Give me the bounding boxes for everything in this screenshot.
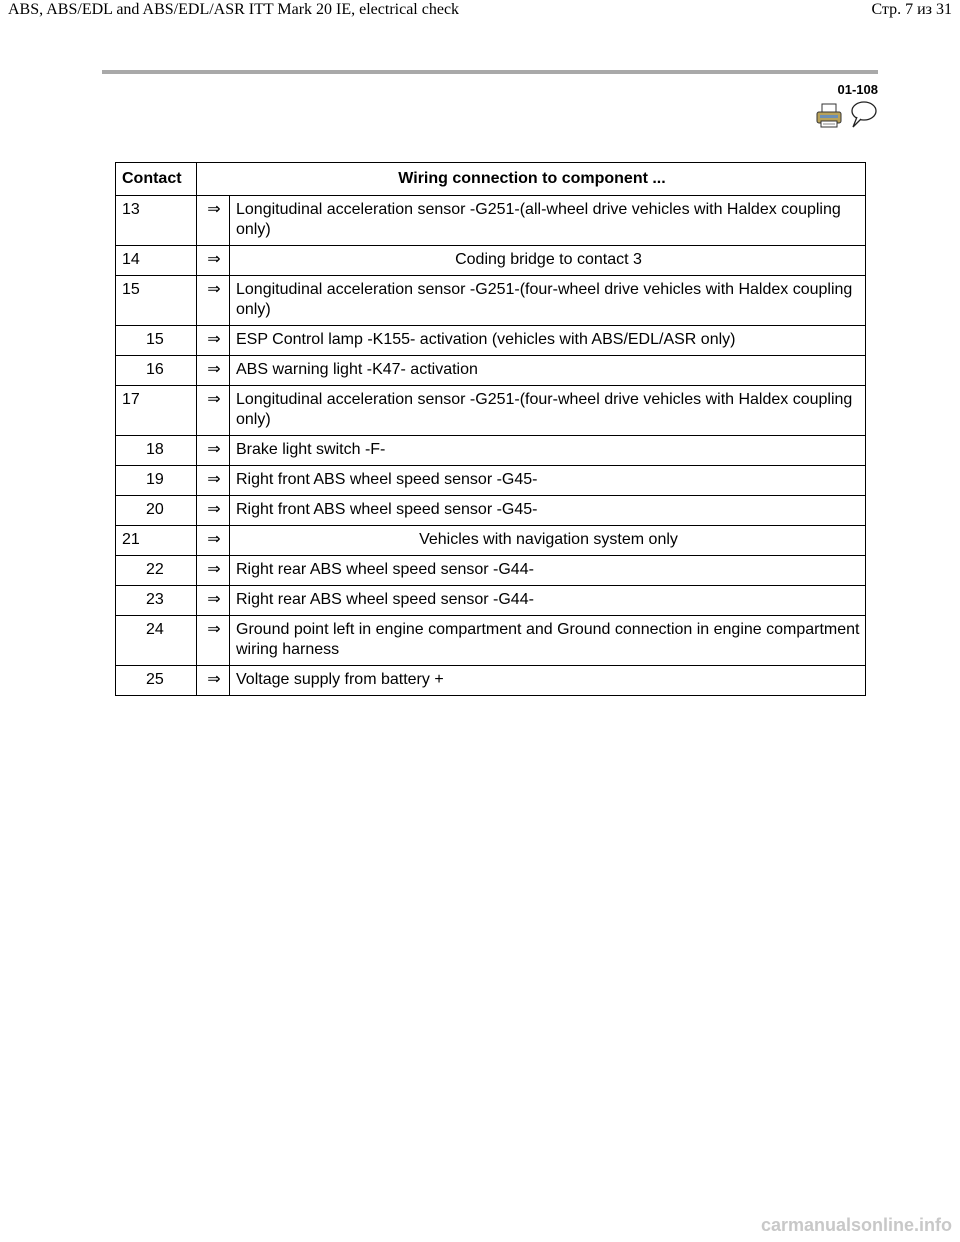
arrow-icon: ⇒ (197, 466, 230, 496)
contact-number: 15 (116, 326, 197, 356)
arrow-icon: ⇒ (197, 586, 230, 616)
component-description: Voltage supply from battery + (230, 666, 866, 696)
contact-number: 16 (116, 356, 197, 386)
component-description: ABS warning light -K47- activation (230, 356, 866, 386)
component-description: Longitudinal acceleration sensor -G251-(all-wheel drive vehicles with Haldex coupling only) (230, 196, 866, 246)
table-row (116, 466, 866, 496)
page-code: 01-108 (837, 82, 878, 97)
table-row (116, 616, 866, 666)
component-description: Right rear ABS wheel speed sensor -G44- (230, 586, 866, 616)
contact-number: 20 (116, 496, 197, 526)
page-indicator: Стр. 7 из 31 (871, 1, 952, 18)
arrow-icon: ⇒ (197, 616, 230, 666)
component-description: Longitudinal acceleration sensor -G251-(four-wheel drive vehicles with Haldex coupling only) (230, 276, 866, 326)
header-contact: Contact (116, 163, 197, 196)
component-description: ESP Control lamp -K155- activation (vehicles with ABS/EDL/ASR only) (230, 326, 866, 356)
table-row (116, 436, 866, 466)
arrow-icon: ⇒ (197, 246, 230, 276)
watermark: carmanualsonline.info (760, 1215, 952, 1235)
table-row (116, 246, 866, 276)
contact-number: 21 (116, 526, 197, 556)
arrow-icon: ⇒ (197, 436, 230, 466)
arrow-icon: ⇒ (197, 386, 230, 436)
document-title: ABS, ABS/EDL and ABS/EDL/ASR ITT Mark 20 IE, electrical check (8, 1, 460, 18)
component-description: Longitudinal acceleration sensor -G251-(four-wheel drive vehicles with Haldex coupling only) (230, 386, 866, 436)
header-wiring: Wiring connection to component ... (197, 163, 866, 196)
component-description: Coding bridge to contact 3 (230, 246, 866, 276)
contact-number: 18 (116, 436, 197, 466)
component-description: Right rear ABS wheel speed sensor -G44- (230, 556, 866, 586)
component-description: Vehicles with navigation system only (230, 526, 866, 556)
table-row (116, 666, 866, 696)
contact-number: 14 (116, 246, 197, 276)
arrow-icon: ⇒ (197, 526, 230, 556)
component-description: Ground point left in engine compartment and Ground connection in engine compartment wiring harness (230, 616, 866, 666)
arrow-icon: ⇒ (197, 666, 230, 696)
table-row (116, 326, 866, 356)
contact-number: 19 (116, 466, 197, 496)
arrow-icon: ⇒ (197, 276, 230, 326)
component-description: Right front ABS wheel speed sensor -G45- (230, 466, 866, 496)
contact-number: 17 (116, 386, 197, 436)
table-row (116, 496, 866, 526)
table-row (116, 276, 866, 326)
wiring-table (115, 162, 866, 696)
arrow-icon: ⇒ (197, 356, 230, 386)
contact-number: 25 (116, 666, 197, 696)
component-description: Right front ABS wheel speed sensor -G45- (230, 496, 866, 526)
arrow-icon: ⇒ (197, 326, 230, 356)
contact-number: 22 (116, 556, 197, 586)
table-row (116, 196, 866, 246)
contact-number: 23 (116, 586, 197, 616)
contact-number: 15 (116, 276, 197, 326)
table-row (116, 556, 866, 586)
arrow-icon: ⇒ (197, 556, 230, 586)
table-row (116, 586, 866, 616)
arrow-icon: ⇒ (197, 496, 230, 526)
table-row (116, 386, 866, 436)
arrow-icon: ⇒ (197, 196, 230, 246)
speech-balloon-icon[interactable] (848, 100, 878, 130)
component-description: Brake light switch -F- (230, 436, 866, 466)
header-rule (102, 70, 878, 74)
printer-icon[interactable] (815, 103, 843, 129)
contact-number: 24 (116, 616, 197, 666)
contact-number: 13 (116, 196, 197, 246)
table-row (116, 526, 866, 556)
table-row (116, 356, 866, 386)
table-header-row (116, 163, 866, 196)
